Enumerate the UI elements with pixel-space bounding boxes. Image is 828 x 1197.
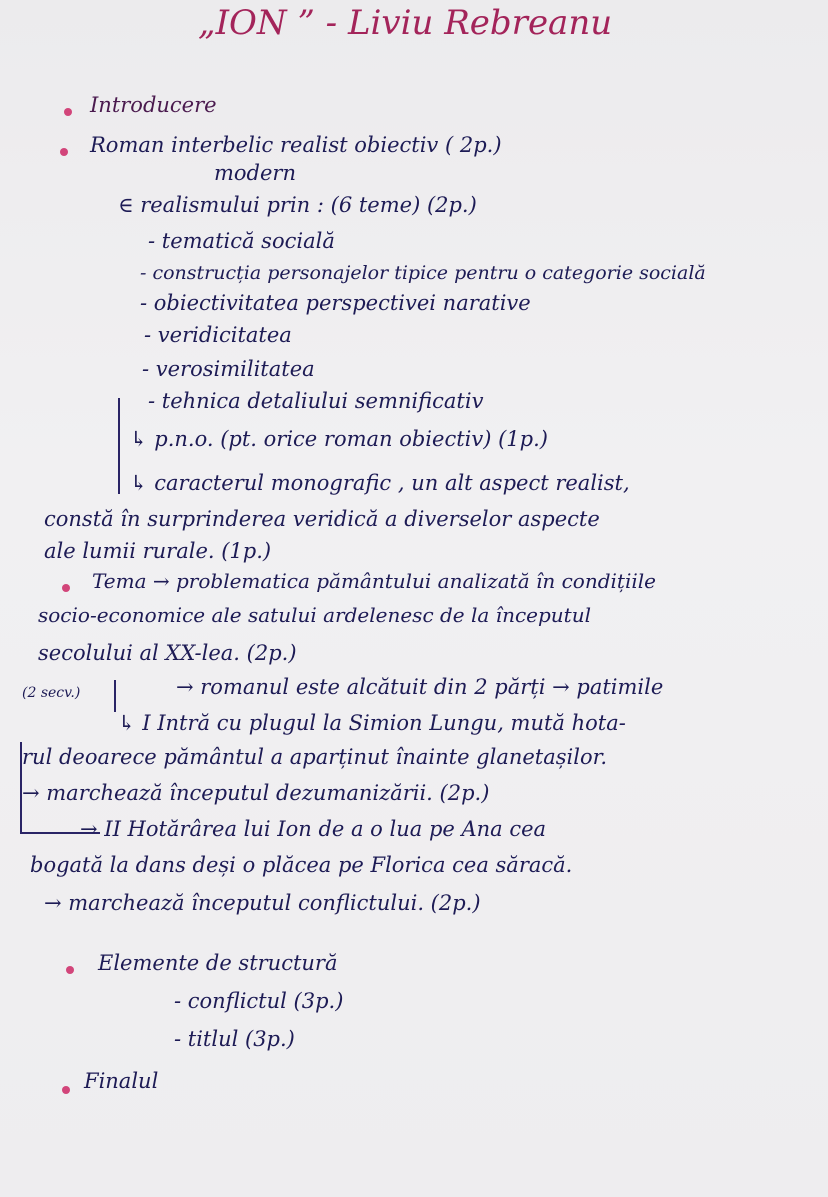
note-line: → romanul este alcătuit din 2 părți → patimile	[176, 675, 664, 699]
page-title: „ION ” - Liviu Rebreanu	[198, 3, 613, 43]
note-line: - construcția personajelor tipice pentru o categorie socială	[140, 262, 706, 284]
note-line: - obiectivitatea perspectivei narative	[140, 291, 531, 315]
note-line: Roman interbelic realist obiectiv ( 2p.)	[90, 133, 502, 157]
note-line: ∈ realismului prin : (6 teme) (2p.)	[118, 193, 477, 217]
note-line: - tehnica detaliului semnificativ	[148, 389, 484, 413]
note-line: secolului al XX-lea. (2p.)	[38, 641, 297, 665]
bullet-dot	[66, 966, 74, 974]
note-line: Tema → problematica pământului analizată în condițiile	[92, 569, 656, 593]
bullet-dot	[62, 584, 70, 592]
note-line: - conflictul (3p.)	[174, 989, 344, 1013]
note-line: Elemente de structură	[98, 951, 338, 975]
note-line: socio-economice ale satului ardelenesc de la începutul	[38, 603, 591, 627]
note-line: ↳ caracterul monografic , un alt aspect realist,	[130, 471, 630, 495]
note-line: ↳ I Intră cu plugul la Simion Lungu, mută hota-	[118, 711, 626, 735]
section-introducere: Introducere	[90, 93, 217, 117]
note-line: rul deoarece pământul a aparținut înainte glanetașilor.	[22, 745, 608, 769]
note-line: - veridicitatea	[144, 323, 292, 347]
note-line: → marchează începutul dezumanizării. (2p.)	[22, 781, 490, 805]
bullet-dot	[60, 148, 68, 156]
bracket-mark	[114, 680, 116, 712]
note-line: ale lumii rurale. (1p.)	[44, 539, 272, 563]
note-line: → II Hotărârea lui Ion de a o lua pe Ana cea	[80, 817, 547, 841]
note-line: → marchează începutul conflictului. (2p.)	[44, 891, 481, 915]
note-line: (2 secv.)	[22, 685, 81, 701]
note-line: - tematică socială	[148, 229, 335, 253]
note-line: bogată la dans deși o plăcea pe Florica cea săracă.	[30, 853, 573, 877]
note-line: ↳ p.n.o. (pt. orice roman obiectiv) (1p.)	[130, 427, 548, 451]
note-line: - verosimilitatea	[142, 357, 315, 381]
bullet-dot	[62, 1086, 70, 1094]
note-line: modern	[214, 161, 296, 185]
note-line: - titlul (3p.)	[174, 1027, 295, 1051]
section-finalul: Finalul	[84, 1069, 159, 1093]
bracket-mark	[118, 398, 120, 494]
bracket-mark	[20, 742, 22, 832]
bullet-dot	[64, 108, 72, 116]
note-line: constă în surprinderea veridică a diverselor aspecte	[44, 507, 600, 531]
